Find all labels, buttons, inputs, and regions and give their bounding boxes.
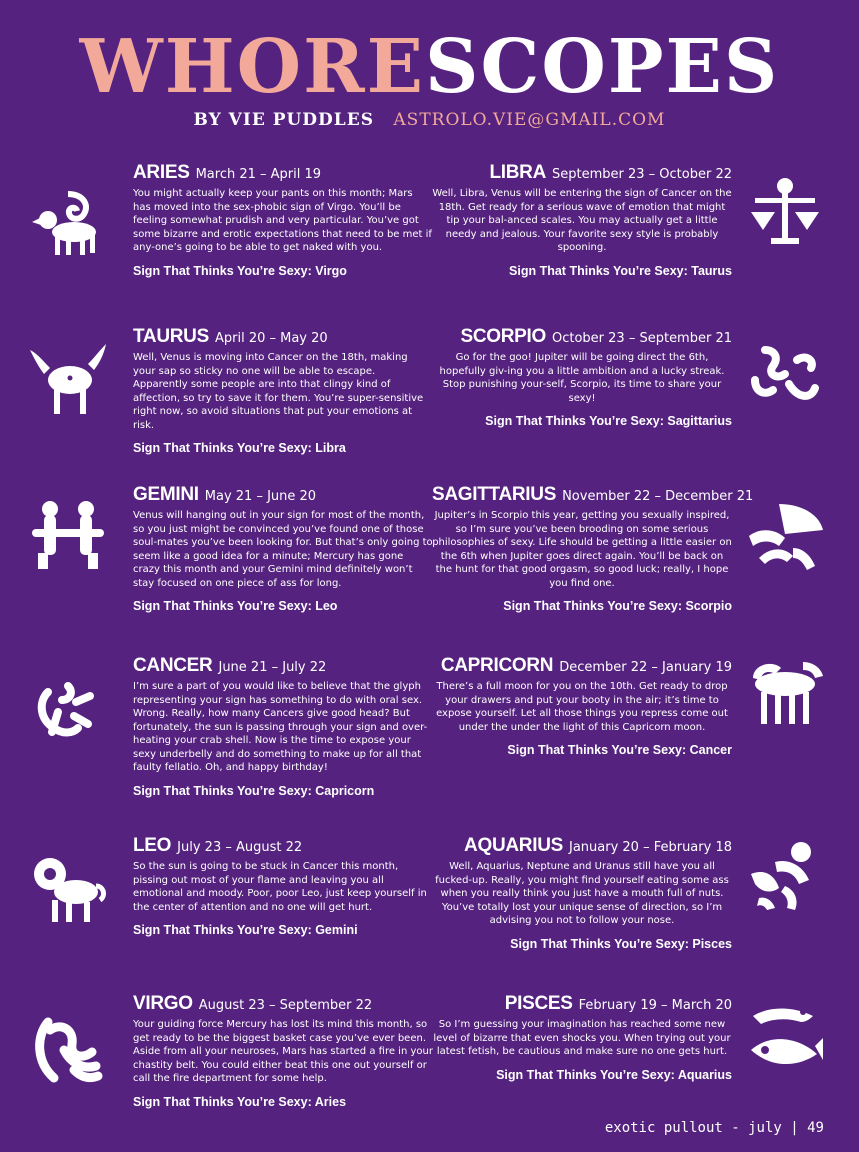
sign-name: CAPRICORN (440, 655, 554, 676)
sign-dates: August 23 – September 22 (198, 998, 373, 1013)
scorpio-scorpion-icon (745, 340, 825, 420)
sign-name: GEMINI (133, 484, 199, 505)
sign-dates: December 22 – January 19 (559, 660, 732, 675)
sexy-sign-line: Sign That Thinks You’re Sexy: Gemini (133, 923, 358, 937)
horoscope-text: Well, Libra, Venus will be entering the sign of Cancer on the 18th. Get ready for a serious wave of emotion that might tip your bal-anced scales. You may actually get a little needy and jealous. Your favorite sexy style is probably spooning. (432, 188, 732, 253)
page-footer: exotic pullout - july | 49 (604, 1120, 824, 1136)
horoscope-text: Well, Aquarius, Neptune and Uranus still have you all fucked-up. Really, you might find yourself eating some ass when you really think you just have a mouth full of nuts. You’ve totally lost your unique sense of direction, so I’m advising you not to follow your nose. (435, 861, 729, 926)
horoscope-text: There’s a full moon for you on the 10th. Get ready to drop your drawers and put your booty in the air; it’s time to expose yourself. Let all those things you repress come out under the under the light of this Capricorn moon. (436, 681, 728, 733)
sign-name: ARIES (133, 162, 190, 183)
horoscope-text: Venus will hanging out in your sign for most of the month, so you just might be convinced you’ve found one of those soul-mates you’ve been looking for. But that’s only going to seem like a good idea for a minute; Mercury has gone crazy this month and your Gemini mind definitely won’t stay focused on one piece of ass for long. (133, 510, 433, 589)
horoscope-entry-cancer (133, 655, 433, 798)
pisces-fish-icon (745, 998, 825, 1078)
horoscope-entry-gemini (133, 484, 433, 613)
aries-ram-icon (28, 180, 108, 260)
sexy-sign-line: Sign That Thinks You’re Sexy: Capricorn (133, 783, 375, 798)
horoscope-text: Jupiter’s in Scorpio this year, getting you sexually inspired, so I’m sure you’ve been brooding on some serious philosophies of sexy. Life should be getting a little easier on the 6th when Jupiter goes direct again. You’ll be back on the hunt for that good orgasm, so good luck; really, I hope you find one. (432, 510, 732, 589)
aquarius-water-bearer-icon (745, 838, 825, 918)
sign-name: AQUARIUS (464, 835, 563, 856)
byline (0, 108, 859, 132)
sign-name: SAGITTARIUS (432, 484, 557, 505)
horoscope-entry-leo (133, 835, 433, 937)
sign-name: VIRGO (133, 993, 193, 1014)
horoscope-entry-sagittarius (432, 484, 754, 613)
author-email: ASTROLO.VIE@GMAIL.COM (393, 110, 666, 130)
sign-dates: May 21 – June 20 (204, 489, 317, 504)
sexy-sign-line: Sign That Thinks You’re Sexy: Virgo (133, 263, 347, 278)
gemini-twins-icon (28, 495, 108, 575)
sign-name: PISCES (504, 993, 573, 1014)
sign-name: SCORPIO (460, 326, 546, 347)
sign-name: TAURUS (133, 326, 209, 347)
horoscope-text: Your guiding force Mercury has lost its mind this month, so get ready to be the biggest basket case you’ve ever been. Aside from all your neuroses, Mars has started a fire in your chastity belt. You could either beat this one out yourself or call the fire department for some help. (133, 1019, 433, 1084)
sexy-sign-line: Sign That Thinks You’re Sexy: Taurus (509, 263, 732, 278)
libra-scales-icon (745, 172, 825, 252)
horoscope-entry-capricorn (432, 655, 732, 757)
sign-dates: January 20 – February 18 (568, 840, 732, 855)
title-part-whore: WHORE (79, 24, 426, 110)
horoscope-entry-taurus (133, 326, 433, 455)
horoscope-text: I’m sure a part of you would like to believe that the glyph representing your sign has something to do with oral sex. Wrong. Really, how many Cancers give good head? But fortunately, the sun is passing through your sign and over-heating your crab shell. Now is the time to expose your sexy underbelly and do something to make up for all that faulty fellatio. Oh, and happy birthday! (133, 681, 428, 773)
horoscope-text: Well, Venus is moving into Cancer on the 18th, making your sap so sticky no one will be able to escape. Apparently some people are into that clingy kind of affection, so try to save it for them. You’re super-sensitive right now, so avoid situations that put your emotions at risk. (133, 352, 424, 431)
horoscope-text: Go for the goo! Jupiter will be going direct the 6th, hopefully giv-ing you a little ambition and a lucky streak. Stop punishing your-self, Scorpio, its time to share your sexy! (439, 352, 725, 404)
horoscope-entry-virgo (133, 993, 433, 1109)
sexy-sign-line: Sign That Thinks You’re Sexy: Cancer (507, 743, 732, 757)
horoscope-text: So the sun is going to be stuck in Cancer this month, pissing out most of your flame and leaving you all emotional and moody. Poor, poor Leo, just keep yourself in the center of attention and no one will get hurt. (133, 861, 427, 913)
sign-dates: February 19 – March 20 (578, 998, 732, 1013)
horoscope-text: You might actually keep your pants on this month; Mars has moved into the sex-phobic sign of Virgo. You’ll be feeling somewhat prudish and very particular. You’ve got some bizarre and erotic expectations that need to be met if any-one’s going to be able to get naked with you. (133, 188, 432, 253)
sexy-sign-line: Sign That Thinks You’re Sexy: Pisces (510, 936, 732, 951)
sign-dates: November 22 – December 21 (562, 489, 754, 504)
sexy-sign-line: Sign That Thinks You’re Sexy: Leo (133, 599, 338, 613)
sign-dates: September 23 – October 22 (552, 167, 732, 182)
taurus-bull-icon (28, 340, 108, 420)
sign-dates: June 21 – July 22 (218, 660, 327, 675)
author-credit: BY VIE PUDDLES (193, 110, 374, 130)
horoscope-entry-aries (133, 162, 433, 278)
sagittarius-archer-icon (745, 498, 825, 578)
sign-dates: July 23 – August 22 (177, 840, 303, 855)
sexy-sign-line: Sign That Thinks You’re Sexy: Aries (133, 1094, 347, 1109)
sign-dates: March 21 – April 19 (195, 167, 322, 182)
sexy-sign-line: Sign That Thinks You’re Sexy: Sagittarius (485, 414, 732, 428)
sexy-sign-line: Sign That Thinks You’re Sexy: Aquarius (496, 1067, 732, 1082)
sign-name: LIBRA (489, 162, 546, 183)
horoscope-text: So I’m guessing your imagination has reached some new level of bizarre that even shocks you. When trying out your latest fetish, be cautious and make sure no one gets hurt. (433, 1019, 731, 1057)
title-part-scopes: SCOPES (425, 24, 780, 110)
capricorn-goat-icon (745, 652, 825, 732)
horoscope-entry-aquarius (432, 835, 732, 951)
virgo-maiden-icon (28, 1010, 108, 1090)
horoscope-entry-scorpio (432, 326, 732, 428)
horoscope-entry-pisces (432, 993, 732, 1082)
sign-dates: October 23 – September 21 (552, 331, 732, 346)
sign-dates: April 20 – May 20 (214, 331, 328, 346)
sign-name: LEO (133, 835, 172, 856)
sexy-sign-line: Sign That Thinks You’re Sexy: Scorpio (503, 599, 732, 613)
cancer-crab-icon (28, 672, 108, 752)
horoscope-entry-libra (432, 162, 732, 278)
leo-lion-icon (28, 850, 108, 930)
page-title (0, 22, 859, 112)
sexy-sign-line: Sign That Thinks You’re Sexy: Libra (133, 441, 346, 455)
sign-name: CANCER (133, 655, 213, 676)
